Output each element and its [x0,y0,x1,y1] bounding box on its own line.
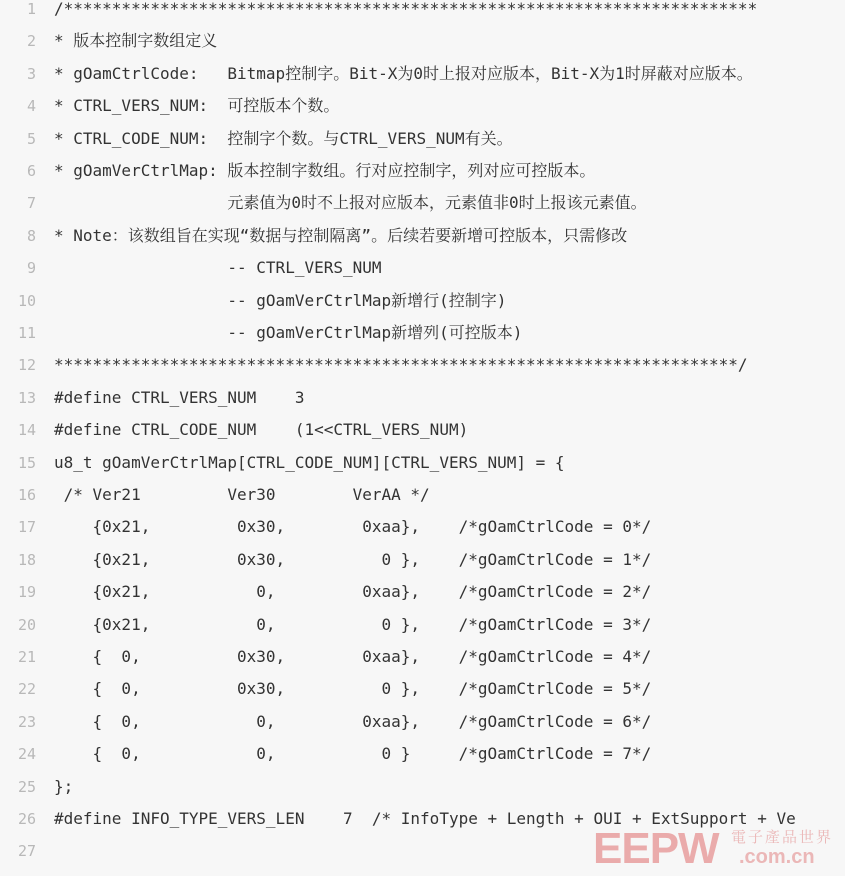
code-text: * 版本控制字数组定义 [54,31,218,51]
code-line [0,252,845,284]
code-text: * gOamVerCtrlMap: 版本控制字数组。行对应控制字，列对应可控版本。 [54,161,596,180]
line-number: 11 [17,324,36,342]
code-text: -- CTRL_VERS_NUM [54,258,382,278]
code-line [0,90,845,122]
code-line [0,187,845,219]
line-number: 3 [26,64,36,83]
code-line [0,738,845,770]
line-number: 6 [26,162,36,180]
line-number: 9 [26,259,36,278]
code-line [0,576,845,608]
code-text: #define INFO_TYPE_VERS_LEN 7 /* InfoType + Length + OUI + ExtSupport + Ve [54,809,796,828]
line-number: 13 [17,388,36,407]
code-text: { 0, 0x30, 0xaa}, /*gOamCtrlCode = 4*/ [54,647,652,666]
line-number: 20 [17,615,36,634]
code-text: { 0, 0, 0 } /*gOamCtrlCode = 7*/ [54,744,652,764]
code-text: -- gOamVerCtrlMap新增列(可控版本) [54,323,523,342]
code-line [0,447,845,479]
code-line [0,706,845,738]
code-text: }; [54,776,74,796]
code-text: {0x21, 0, 0 }, /*gOamCtrlCode = 3*/ [54,614,652,634]
code-line [0,285,845,317]
code-text: * gOamCtrlCode: Bitmap控制字。Bit-X为0时上报对应版本，Bit-X为1时屏蔽对应版本。 [54,63,753,83]
code-text: * Note：该数组旨在实现“数据与控制隔离”。后续若要新增可控版本，只需修改 [54,225,628,245]
code-line [0,609,845,641]
code-line [0,673,845,705]
line-number: 8 [26,226,36,245]
line-number: 17 [17,518,36,537]
line-number: 7 [26,194,36,213]
line-number: 5 [26,129,36,148]
code-line [0,0,845,25]
line-number: 10 [17,291,36,310]
code-line [0,479,845,511]
code-text: { 0, 0x30, 0 }, /*gOamCtrlCode = 5*/ [54,679,652,699]
code-text: -- gOamVerCtrlMap新增行(控制字) [54,290,507,310]
code-text: /* Ver21 Ver30 VerAA */ [54,485,430,504]
code-line [0,349,845,381]
code-text: #define CTRL_VERS_NUM 3 [54,387,305,407]
code-line [0,544,845,576]
code-line [0,317,845,349]
line-number: 15 [17,453,36,472]
watermark-chinese: 電子產品世界 [731,828,834,846]
watermark-domain: .com.cn [739,846,815,868]
line-number: 2 [26,32,36,51]
code-text: ***********************************************************************/ [54,355,748,375]
line-number: 22 [17,680,36,699]
code-line [0,123,845,155]
code-line [0,155,845,187]
watermark-brand: EEPW [593,824,719,873]
code-text: u8_t gOamVerCtrlMap[CTRL_CODE_NUM][CTRL_VERS_NUM] = { [54,452,565,472]
code-line [0,25,845,57]
line-number: 25 [17,777,36,796]
code-text: 元素值为0时不上报对应版本，元素值非0时上报该元素值。 [54,193,647,213]
line-number: 21 [17,648,36,666]
line-number: 14 [17,421,36,440]
code-text: {0x21, 0, 0xaa}, /*gOamCtrlCode = 2*/ [54,582,652,602]
code-text: * CTRL_VERS_NUM: 可控版本个数。 [54,96,340,116]
code-text: {0x21, 0x30, 0xaa}, /*gOamCtrlCode = 0*/ [54,517,652,537]
code-line [0,414,845,446]
line-number: 4 [26,97,36,116]
code-text: #define CTRL_CODE_NUM (1<<CTRL_VERS_NUM) [54,420,469,440]
line-number: 27 [17,842,36,861]
line-number: 19 [17,583,36,602]
code-line [0,382,845,414]
line-number: 1 [26,0,36,18]
code-text: { 0, 0, 0xaa}, /*gOamCtrlCode = 6*/ [54,711,652,731]
line-number: 16 [17,486,36,504]
code-line [0,641,845,673]
code-line [0,511,845,543]
code-line [0,771,845,803]
line-number: 26 [17,810,36,828]
code-line [0,220,845,252]
code-text: * CTRL_CODE_NUM: 控制字个数。与CTRL_VERS_NUM有关。 [54,128,513,148]
code-text: /************************************************************************ [54,0,758,18]
line-number: 23 [17,712,36,731]
line-number: 12 [17,356,36,375]
eepw-watermark-logo [593,824,839,872]
code-line [0,58,845,90]
line-number: 18 [17,550,36,569]
code-text: {0x21, 0x30, 0 }, /*gOamCtrlCode = 1*/ [54,549,652,569]
line-number: 24 [17,745,36,764]
